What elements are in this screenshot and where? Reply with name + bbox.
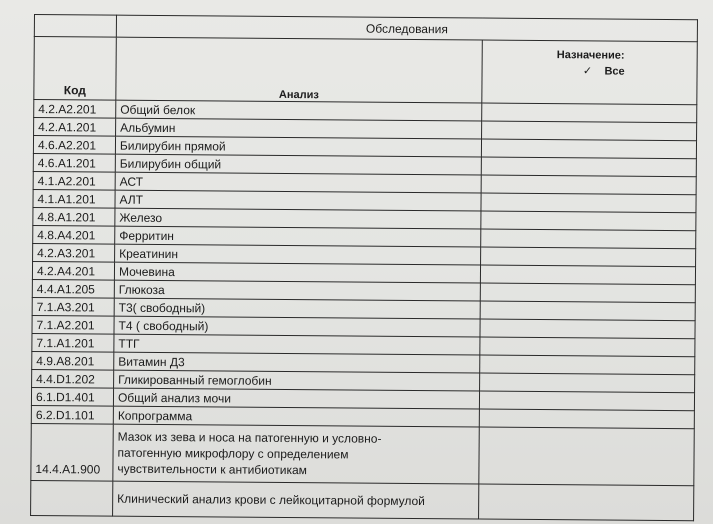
row-code: 7.1.A1.201 [32, 333, 114, 352]
row-purpose-cell[interactable] [480, 337, 695, 357]
row-analysis: Клинический анализ крови с лейкоцитарной формулой [113, 481, 479, 519]
row-analysis: Витамин Д3 [114, 352, 480, 373]
purpose-all-label: Все [604, 65, 625, 78]
row-purpose-cell[interactable] [479, 409, 694, 429]
row-analysis: Альбумин [116, 118, 482, 139]
row-purpose-cell[interactable] [482, 121, 697, 141]
row-purpose-cell[interactable] [479, 391, 694, 411]
row-purpose-cell[interactable] [481, 175, 696, 195]
row-purpose-cell[interactable] [481, 247, 696, 267]
row-analysis: АЛТ [115, 190, 481, 211]
column-header-analysis: Анализ [116, 37, 482, 103]
purpose-all-option[interactable] [489, 64, 693, 79]
row-analysis: АСТ [115, 172, 481, 193]
row-purpose-cell[interactable] [480, 319, 695, 339]
row-code: 4.6.A1.201 [33, 153, 115, 172]
row-analysis: Копрограмма [113, 406, 479, 427]
examination-form [30, 14, 697, 521]
row-code [31, 480, 113, 516]
row-code: 14.4.A1.900 [31, 423, 113, 481]
row-analysis: Гликированный гемоглобин [114, 370, 480, 391]
row-analysis: Т3( свободный) [114, 298, 480, 319]
row-purpose-cell[interactable] [480, 373, 695, 393]
row-code: 4.2.A4.201 [32, 261, 114, 280]
table-row [31, 480, 694, 520]
row-purpose-cell[interactable] [480, 301, 695, 321]
row-code: 4.2.A3.201 [33, 243, 115, 262]
examinations-table [30, 14, 698, 521]
row-purpose-cell[interactable] [481, 211, 696, 231]
row-analysis: Глюкоза [114, 280, 480, 301]
row-purpose-cell[interactable] [481, 139, 696, 159]
row-code: 4.6.A2.201 [33, 136, 115, 155]
row-analysis: Общий белок [116, 100, 482, 121]
row-code: 4.9.A8.201 [32, 351, 114, 370]
checkmark-icon: ✓ [582, 65, 593, 78]
row-purpose-cell[interactable] [481, 157, 696, 177]
row-purpose-cell[interactable] [481, 193, 696, 213]
row-analysis: Железо [115, 208, 481, 229]
analysis-line: патогенную микрофлору с определением [117, 445, 349, 462]
row-code: 4.2.A2.201 [34, 100, 116, 119]
row-purpose-cell[interactable] [479, 484, 694, 521]
row-code: 6.2.D1.101 [31, 405, 113, 424]
row-analysis-multiline [113, 424, 479, 484]
row-analysis: Билирубин прямой [115, 136, 481, 157]
row-code: 7.1.A2.201 [32, 315, 114, 334]
row-purpose-cell[interactable] [480, 355, 695, 375]
row-analysis: Креатинин [115, 244, 481, 265]
row-code: 4.8.A1.201 [33, 207, 115, 226]
row-code: 6.1.D1.401 [31, 387, 113, 406]
row-code: 7.1.A3.201 [32, 297, 114, 316]
row-analysis: Общий анализ мочи [113, 388, 479, 409]
row-purpose-cell[interactable] [482, 103, 697, 123]
row-analysis: ТТГ [114, 334, 480, 355]
row-purpose-cell[interactable] [479, 427, 694, 486]
row-analysis: Билирубин общий [115, 154, 481, 175]
row-purpose-cell[interactable] [481, 229, 696, 249]
analysis-line: чувствительности к антибиотикам [117, 461, 307, 478]
table-title: Обследования [116, 15, 697, 42]
row-code: 4.1.A1.201 [33, 189, 115, 208]
table-row-multiline [31, 423, 694, 485]
row-purpose-cell[interactable] [480, 265, 695, 285]
row-purpose-cell[interactable] [480, 283, 695, 303]
column-header-purpose [482, 40, 697, 105]
row-code: 4.8.A4.201 [33, 225, 115, 244]
row-code: 4.1.A2.201 [33, 171, 115, 190]
row-code: 4.4.D1.202 [32, 369, 114, 388]
purpose-label: Назначение: [556, 49, 625, 62]
row-analysis: Мочевина [114, 262, 480, 283]
row-code: 4.2.A1.201 [34, 118, 116, 137]
row-analysis: Т4 ( свободный) [114, 316, 480, 337]
analysis-line: Мазок из зева и носа на патогенную и условно- [117, 429, 382, 446]
column-header-code: Код [34, 37, 116, 101]
row-code: 4.4.A1.205 [32, 279, 114, 298]
row-analysis: Ферритин [115, 226, 481, 247]
